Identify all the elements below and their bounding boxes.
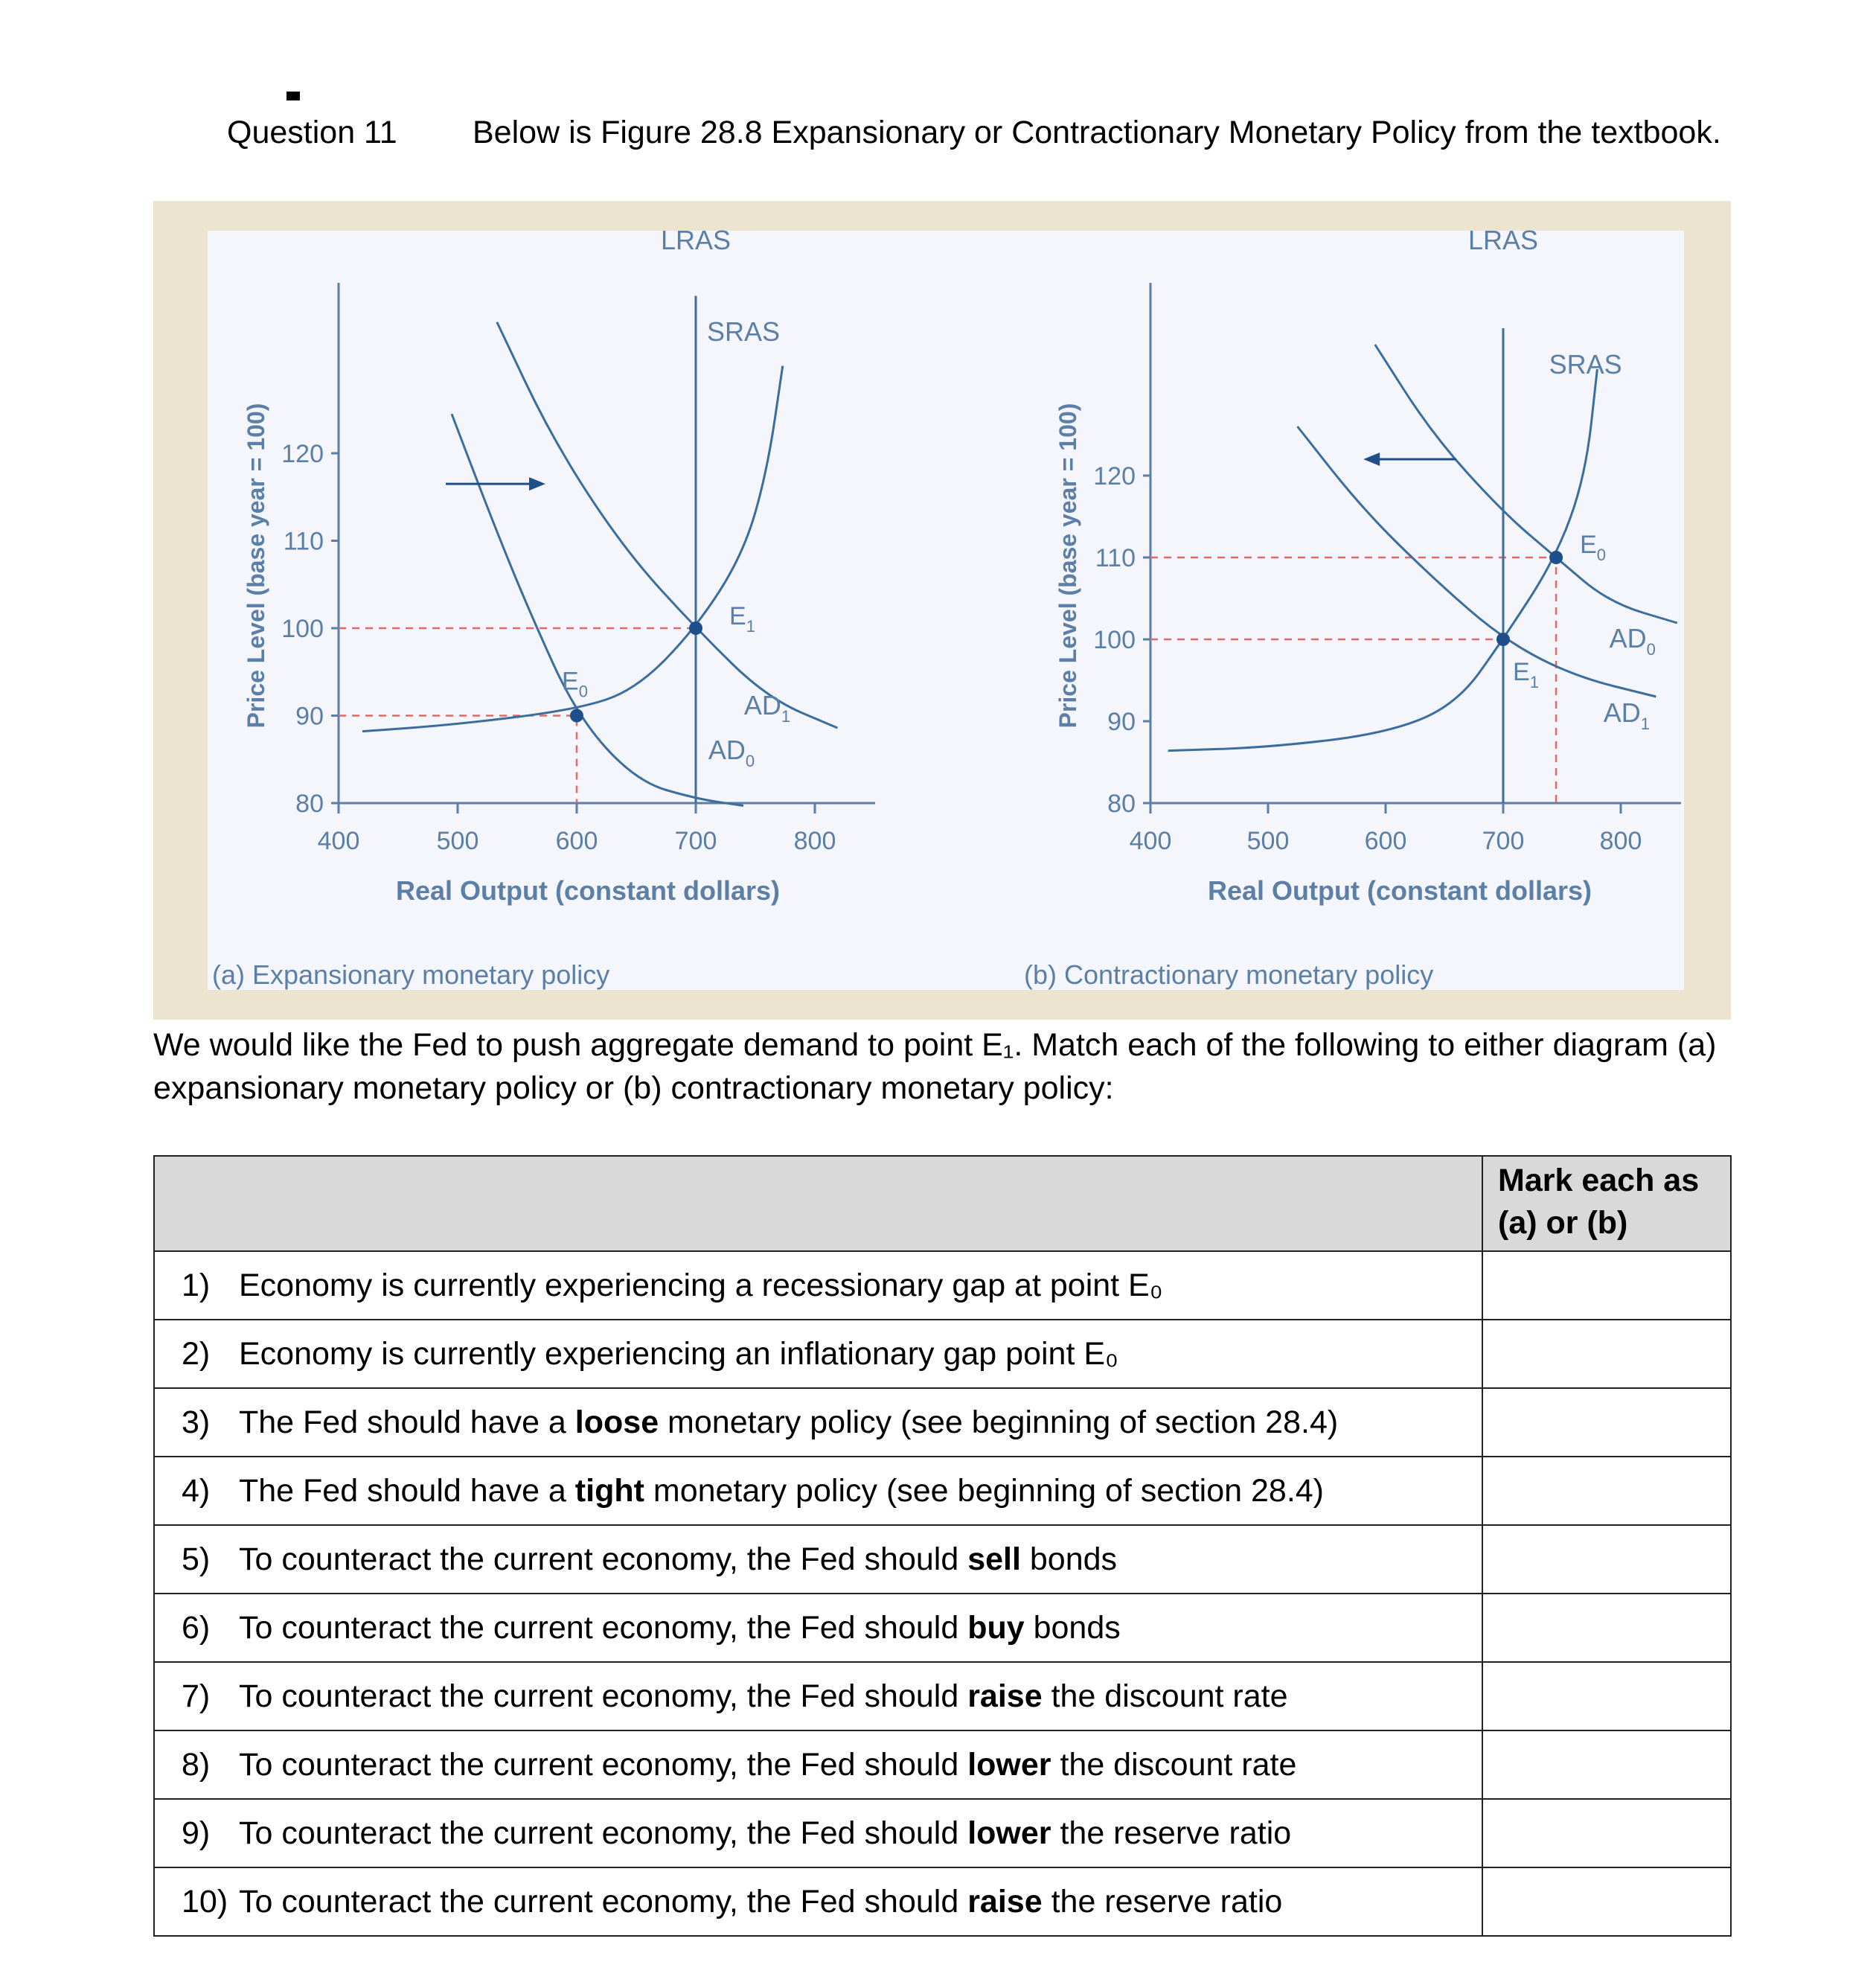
x-axis-label: Real Output (constant dollars) <box>395 875 781 906</box>
statement-number: 4) <box>182 1472 211 1509</box>
y-tick-label: 110 <box>283 527 324 556</box>
x-tick-label: 800 <box>793 827 836 855</box>
question-number: Question 11 <box>227 115 397 150</box>
table-row <box>154 1320 1731 1388</box>
statement-text: The Fed should have a <box>239 1404 575 1440</box>
statement-cell <box>154 1457 1482 1525</box>
reference-dashed-line <box>1150 639 1503 803</box>
ad0-label: $AD_0$ <box>1609 623 1656 659</box>
x-tick-label: 700 <box>1482 827 1525 855</box>
statement-number: 7) <box>182 1678 211 1714</box>
statement-keyword: lower <box>967 1746 1051 1783</box>
shift-arrowhead <box>1363 453 1380 466</box>
lras-label: LRAS <box>660 225 731 255</box>
x-tick-label: 700 <box>674 827 717 855</box>
equilibrium-point <box>1549 551 1563 564</box>
statement-number: 1) <box>182 1267 211 1303</box>
statement-text: To counteract the current economy, the Fed should <box>239 1883 968 1920</box>
matching-table <box>153 1155 1732 1937</box>
statement-number: 6) <box>182 1609 211 1646</box>
dash-mark <box>286 92 300 100</box>
x-axis-label: Real Output (constant dollars) <box>1207 875 1592 906</box>
e1-label: $E_1$ <box>729 602 755 636</box>
sras-label: SRAS <box>706 316 781 347</box>
statement-text-end: the discount rate <box>1051 1746 1297 1783</box>
y-tick-label: 100 <box>281 615 324 643</box>
y-tick-label: 90 <box>295 702 324 731</box>
statement-text: To counteract the current economy, the Fed should <box>239 1541 968 1577</box>
panel-caption: (a) Expansionary monetary policy <box>212 959 610 990</box>
sras-label: SRAS <box>1549 349 1622 380</box>
statement-keyword: raise <box>967 1883 1043 1920</box>
statement-keyword: raise <box>967 1678 1043 1714</box>
table-row <box>154 1730 1731 1799</box>
chart-panel-a <box>331 283 875 814</box>
statement-keyword: loose <box>574 1404 659 1440</box>
table-header-row <box>154 1156 1731 1251</box>
y-tick-label: 120 <box>281 440 324 468</box>
statement-number: 3) <box>182 1404 211 1440</box>
statement-text-end: monetary policy (see beginning of section 28.4) <box>659 1404 1339 1440</box>
curve-sras <box>1168 369 1598 751</box>
table-row <box>154 1799 1731 1867</box>
curve-ad1 <box>497 322 838 728</box>
reference-dashed-line <box>1150 557 1556 803</box>
answer-cell[interactable] <box>1482 1457 1731 1525</box>
statement-text: Economy is currently experiencing an inflationary gap point E₀ <box>239 1335 1118 1372</box>
statement-header-cell <box>154 1156 1482 1251</box>
answer-cell[interactable] <box>1482 1594 1731 1662</box>
y-tick-label: 80 <box>295 790 324 818</box>
x-tick-label: 500 <box>436 827 479 855</box>
y-tick-label: 90 <box>1107 708 1136 736</box>
instruction-text: We would like the Fed to push aggregate demand to point E₁. Match each of the following to either diagram (a) expansionary monetary policy or (b) contractionary monetary policy: <box>153 1027 1717 1106</box>
answer-cell[interactable] <box>1482 1320 1731 1388</box>
statement-cell <box>154 1320 1482 1388</box>
statement-number: 8) <box>182 1746 211 1783</box>
statement-number: 2) <box>182 1335 211 1372</box>
table-row <box>154 1457 1731 1525</box>
statement-text-end: bonds <box>1024 1609 1121 1646</box>
statement-number: 5) <box>182 1541 211 1577</box>
statement-text-end: monetary policy (see beginning of section 28.4) <box>644 1472 1324 1509</box>
statement-keyword: tight <box>574 1472 644 1509</box>
table-row <box>154 1867 1731 1936</box>
statement-text: The Fed should have a <box>239 1472 575 1509</box>
statement-text-end: the reserve ratio <box>1042 1883 1283 1920</box>
y-tick-label: 80 <box>1107 790 1136 818</box>
table-row <box>154 1251 1731 1320</box>
statement-number: 9) <box>182 1815 211 1851</box>
statement-cell <box>154 1525 1482 1594</box>
answer-cell[interactable] <box>1482 1388 1731 1457</box>
statement-text: To counteract the current economy, the Fed should <box>239 1678 968 1714</box>
answer-cell[interactable] <box>1482 1251 1731 1320</box>
x-tick-label: 400 <box>1129 827 1172 855</box>
figure-28-8 <box>153 201 1731 1020</box>
y-tick-label: 100 <box>1093 626 1136 654</box>
equilibrium-point <box>689 621 702 635</box>
answer-cell[interactable] <box>1482 1867 1731 1936</box>
answer-cell[interactable] <box>1482 1662 1731 1730</box>
table-row <box>154 1662 1731 1730</box>
x-tick-label: 800 <box>1599 827 1642 855</box>
ad0-label: $AD_0$ <box>708 735 755 770</box>
statement-text: To counteract the current economy, the Fed should <box>239 1609 968 1646</box>
y-tick-label: 110 <box>1095 544 1136 572</box>
answer-header-line2: (a) or (b) <box>1498 1205 1628 1241</box>
x-tick-label: 600 <box>1364 827 1407 855</box>
statement-cell <box>154 1388 1482 1457</box>
reference-dashed-line <box>339 716 577 804</box>
equilibrium-point <box>1496 633 1510 646</box>
x-tick-label: 600 <box>555 827 598 855</box>
y-axis-label: Price Level (base year = 100) <box>243 403 269 729</box>
answer-cell[interactable] <box>1482 1525 1731 1594</box>
answer-header-line1: Mark each as <box>1498 1163 1700 1198</box>
equilibrium-point <box>570 709 583 723</box>
statement-cell <box>154 1594 1482 1662</box>
statement-text: To counteract the current economy, the Fed should <box>239 1746 968 1783</box>
statement-text: Economy is currently experiencing a recessionary gap at point E₀ <box>239 1267 1163 1303</box>
statement-text: To counteract the current economy, the Fed should <box>239 1815 968 1851</box>
curve-ad0 <box>452 414 743 805</box>
x-tick-label: 400 <box>317 827 360 855</box>
e0-label: $E_0$ <box>1580 531 1607 564</box>
lras-label: LRAS <box>1467 225 1539 255</box>
statement-number: 10) <box>182 1883 228 1920</box>
table-row <box>154 1388 1731 1457</box>
y-tick-label: 120 <box>1093 462 1136 490</box>
panel-caption: (b) Contractionary monetary policy <box>1024 959 1434 990</box>
answer-header-cell <box>1482 1156 1731 1251</box>
statement-cell <box>154 1730 1482 1799</box>
e1-label: $E_1$ <box>1513 658 1539 691</box>
curve-ad0 <box>1375 345 1677 623</box>
ad1-label: $AD_1$ <box>743 690 791 726</box>
statement-keyword: sell <box>967 1541 1021 1577</box>
statement-text-end: the reserve ratio <box>1051 1815 1292 1851</box>
statement-cell <box>154 1251 1482 1320</box>
table-row <box>154 1525 1731 1594</box>
y-axis-label: Price Level (base year = 100) <box>1054 403 1081 729</box>
x-tick-label: 500 <box>1246 827 1290 855</box>
question-intro <box>153 110 1746 155</box>
answer-cell[interactable] <box>1482 1730 1731 1799</box>
statement-cell <box>154 1867 1482 1936</box>
statement-keyword: lower <box>967 1815 1051 1851</box>
ad1-label: $AD_1$ <box>1603 697 1651 733</box>
answer-cell[interactable] <box>1482 1799 1731 1867</box>
question-text: Below is Figure 28.8 Expansionary or Contractionary Monetary Policy from the textbook. <box>473 115 1721 150</box>
shift-arrowhead <box>529 477 545 490</box>
statement-keyword: buy <box>967 1609 1025 1646</box>
statement-text-end: the discount rate <box>1042 1678 1288 1714</box>
statement-cell <box>154 1662 1482 1730</box>
figure-charts <box>153 201 1731 1020</box>
statement-cell <box>154 1799 1482 1867</box>
table-row <box>154 1594 1731 1662</box>
statement-text-end: bonds <box>1020 1541 1118 1577</box>
e0-label: $E_0$ <box>562 667 588 701</box>
